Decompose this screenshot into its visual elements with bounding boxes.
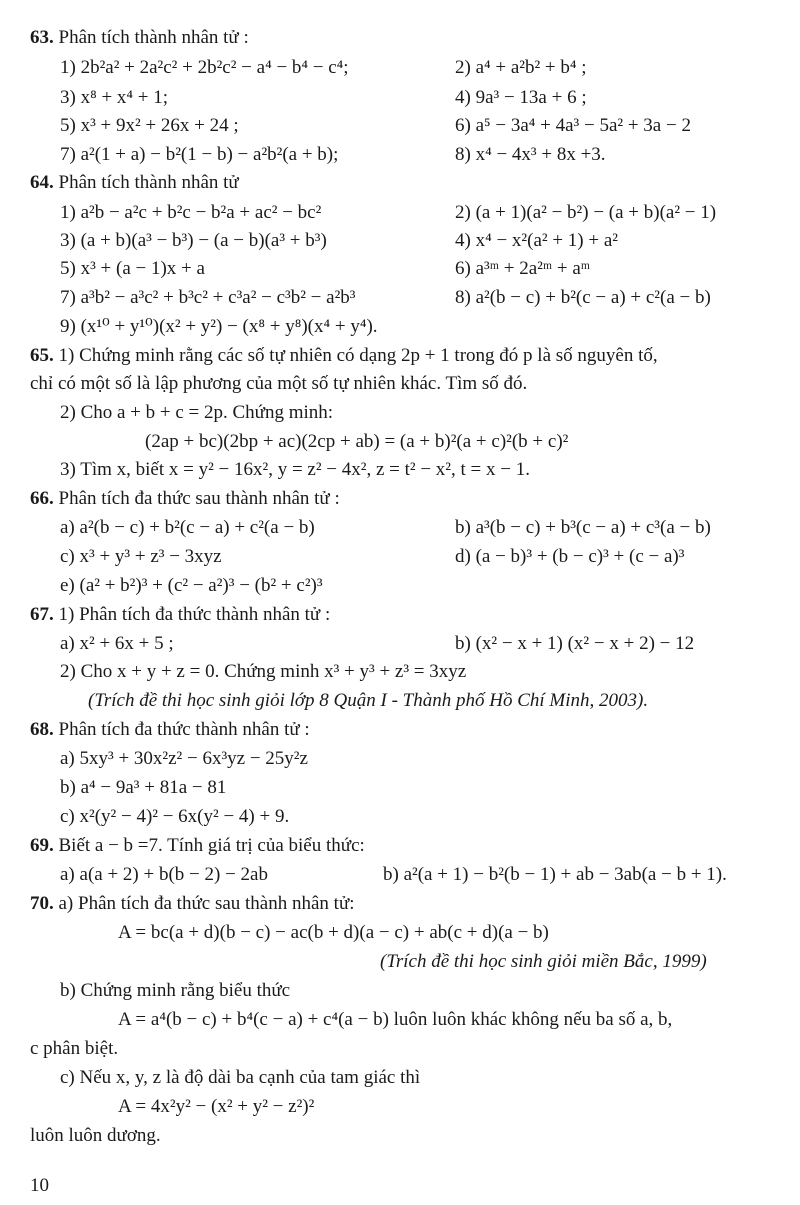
problem-67-source: (Trích đề thi học sinh giỏi lớp 8 Quận I - Thành phố Hồ Chí Minh, 2003).: [88, 690, 649, 711]
page-number: 10: [30, 1175, 49, 1196]
problem-70-heading: [30, 894, 355, 913]
problem-title: Phân tích thành nhân tử :: [58, 27, 249, 48]
problem-64-item-2: 2) (a + 1)(a² − b²) − (a + b)(a² − 1): [455, 202, 717, 223]
problem-67-part-2: 2) Cho x + y + z = 0. Chứng minh x³ + y³ + z³ = 3xyz: [60, 661, 467, 682]
problem-69-item-a: a) a(a + 2) + b(b − 2) − 2ab: [60, 864, 268, 885]
problem-64-item-8: 8) a²(b − c) + b²(c − a) + c²(a − b): [455, 287, 711, 308]
problem-63-item-6: 6) a⁵ − 3a⁴ + 4a³ − 5a² + 3a − 2: [455, 115, 691, 136]
problem-69-heading: [30, 836, 365, 855]
problem-66-item-a: a) a²(b − c) + b²(c − a) + c²(a − b): [60, 517, 315, 538]
problem-title: 1) Phân tích đa thức thành nhân tử :: [58, 604, 331, 625]
problem-65-heading: [30, 346, 658, 365]
problem-64-item-1: 1) a²b − a²c + b²c − b²a + ac² − bc²: [60, 202, 322, 223]
problem-63-heading: [30, 28, 249, 47]
problem-number: 69.: [30, 835, 54, 856]
problem-66-item-c: c) x³ + y³ + z³ − 3xyz: [60, 546, 222, 567]
problem-69-item-b: b) a²(a + 1) − b²(b − 1) + ab − 3ab(a − b + 1).: [383, 864, 727, 885]
problem-67-heading: [30, 605, 330, 624]
problem-66-item-b: b) a³(b − c) + b³(c − a) + c³(a − b): [455, 517, 711, 538]
problem-70-part-c: c) Nếu x, y, z là độ dài ba cạnh của tam giác thì: [60, 1067, 421, 1088]
problem-number: 67.: [30, 604, 54, 625]
problem-title: a) Phân tích đa thức sau thành nhân tử:: [58, 893, 355, 914]
problem-65-formula: (2ap + bc)(2bp + ac)(2cp + ab) = (a + b)²(a + c)²(b + c)²: [145, 431, 569, 452]
problem-70-expr-a: A = bc(a + d)(b − c) − ac(b + d)(a − c) + ab(c + d)(a − b): [118, 922, 549, 943]
problem-64-item-7: 7) a³b² − a³c² + b³c² + c³a² − c³b² − a²b³: [60, 287, 356, 308]
problem-title: Phân tích thành nhân tử: [58, 172, 239, 193]
problem-68-item-a: a) 5xy³ + 30x²z² − 6x³yz − 25y²z: [60, 748, 308, 769]
problem-64-item-4: 4) x⁴ − x²(a² + 1) + a²: [455, 230, 618, 251]
problem-number: 68.: [30, 719, 54, 740]
problem-70-expr-b: A = a⁴(b − c) + b⁴(c − a) + c⁴(a − b) luôn luôn khác không nếu ba số a, b,: [118, 1009, 673, 1030]
problem-67-item-b: b) (x² − x + 1) (x² − x + 2) − 12: [455, 633, 695, 654]
problem-64-heading: [30, 173, 239, 192]
problem-number: 65.: [30, 345, 54, 366]
problem-text: 1) Chứng minh rằng các số tự nhiên có dạng 2p + 1 trong đó p là số nguyên tố,: [58, 345, 658, 366]
problem-title: Biết a − b =7. Tính giá trị của biểu thức:: [58, 835, 365, 856]
problem-70-expr-c: A = 4x²y² − (x² + y² − z²)²: [118, 1096, 315, 1117]
problem-64-item-5: 5) x³ + (a − 1)x + a: [60, 258, 205, 279]
problem-65-part-3: 3) Tìm x, biết x = y² − 16x², y = z² − 4x², z = t² − x², t = x − 1.: [60, 459, 530, 480]
problem-64-item-6: 6) a³ᵐ + 2a²ᵐ + aᵐ: [455, 258, 591, 279]
problem-number: 66.: [30, 488, 54, 509]
problem-67-item-a: a) x² + 6x + 5 ;: [60, 633, 174, 654]
problem-63-item-7: 7) a²(1 + a) − b²(1 − b) − a²b²(a + b);: [60, 144, 339, 165]
problem-number: 64.: [30, 172, 54, 193]
problem-63-item-5: 5) x³ + 9x² + 26x + 24 ;: [60, 115, 239, 136]
problem-title: Phân tích đa thức sau thành nhân tử :: [58, 488, 340, 509]
problem-63-item-2: 2) a⁴ + a²b² + b⁴ ;: [455, 57, 587, 78]
problem-66-item-d: d) (a − b)³ + (b − c)³ + (c − a)³: [455, 546, 685, 567]
problem-63-item-4: 4) 9a³ − 13a + 6 ;: [455, 87, 587, 108]
problem-70-conclusion: luôn luôn dương.: [30, 1125, 161, 1146]
problem-64-item-9: 9) (x¹⁰ + y¹⁰)(x² + y²) − (x⁸ + y⁸)(x⁴ + y⁴).: [60, 316, 378, 337]
problem-70-source: (Trích đề thi học sinh giỏi miền Bắc, 1999): [380, 951, 707, 972]
problem-63-item-8: 8) x⁴ − 4x³ + 8x +3.: [455, 144, 606, 165]
problem-63-item-3: 3) x⁸ + x⁴ + 1;: [60, 87, 169, 108]
problem-66-heading: [30, 489, 340, 508]
problem-68-item-c: c) x²(y² − 4)² − 6x(y² − 4) + 9.: [60, 806, 290, 827]
problem-66-item-e: e) (a² + b²)³ + (c² − a²)³ − (b² + c²)³: [60, 575, 323, 596]
problem-number: 63.: [30, 27, 54, 48]
problem-68-item-b: b) a⁴ − 9a³ + 81a − 81: [60, 777, 227, 798]
problem-70-part-b: b) Chứng minh rằng biểu thức: [60, 980, 291, 1001]
problem-70-expr-b-cont: c phân biệt.: [30, 1038, 119, 1059]
problem-68-heading: [30, 720, 310, 739]
problem-65-text-2: chỉ có một số là lập phương của một số tự nhiên khác. Tìm số đó.: [30, 373, 528, 394]
problem-65-part-2: 2) Cho a + b + c = 2p. Chứng minh:: [60, 402, 334, 423]
problem-number: 70.: [30, 893, 54, 914]
problem-64-item-3: 3) (a + b)(a³ − b³) − (a − b)(a³ + b³): [60, 230, 327, 251]
problem-63-item-1: 1) 2b²a² + 2a²c² + 2b²c² − a⁴ − b⁴ − c⁴;: [60, 57, 349, 78]
problem-title: Phân tích đa thức thành nhân tử :: [58, 719, 310, 740]
